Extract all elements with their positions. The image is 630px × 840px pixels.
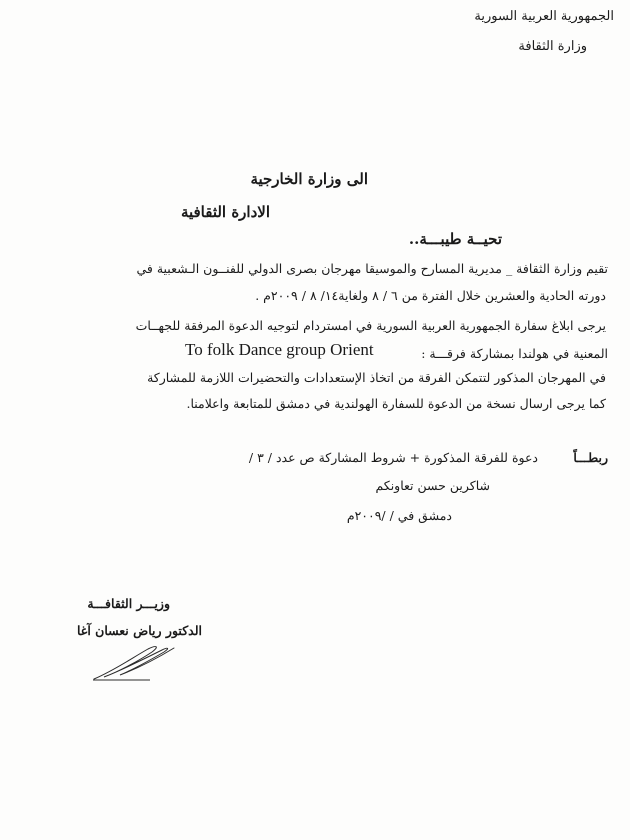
greeting: تحيــة طيبـــة.. — [408, 230, 502, 248]
address-to: الى وزارة الخارجية — [250, 170, 368, 188]
attachment-label: ربطـــاً — [573, 450, 608, 465]
body-line-1: تقيم وزارة الثقافة _ مديرية المسارح والموسيقا مهرجان بصرى الدولي للفنــون الـشعبية في — [136, 261, 608, 276]
body-line-3: يرجى ابلاغ سفارة الجمهورية العربية السورية في امستردام لتوجيه الدعوة المرفقة للجهــات — [135, 318, 606, 333]
body-line-2: دورته الحادية والعشرين خلال الفترة من ٦ / ٨ ولغاية١٤/ ٨ / ٢٠٠٩م . — [255, 288, 606, 303]
header-republic: الجمهورية العربية السورية — [474, 9, 614, 24]
header-ministry: وزارة الثقافة — [518, 39, 587, 54]
handwritten-signature — [90, 640, 180, 685]
attachment-text: دعوة للفرقة المذكورة + شروط المشاركة ص عدد / ٣ / — [248, 450, 538, 465]
address-department: الادارة الثقافية — [180, 203, 270, 221]
body-line-5: في المهرجان المذكور لتتمكن الفرقة من اتخاذ الإستعدادات والتحضيرات اللازمة للمشاركة — [147, 370, 606, 385]
body-line-6: كما يرجى ارسال نسخة من الدعوة للسفارة الهولندية في دمشق للمتابعة واعلامنا. — [186, 396, 606, 411]
signature-title: وزيـــر الثقافـــة — [87, 596, 170, 611]
date-line: دمشق في / /٢٠٠٩م — [346, 508, 452, 523]
signature-name: الدكتور رياض نعسان آغا — [76, 623, 202, 638]
thanks-line: شاكرين حسن تعاونكم — [375, 478, 490, 493]
group-name: To folk Dance group Orient — [185, 340, 374, 359]
body-line-4-arabic: المعنية في هولندا بمشاركة فرقـــة : — [421, 346, 608, 361]
